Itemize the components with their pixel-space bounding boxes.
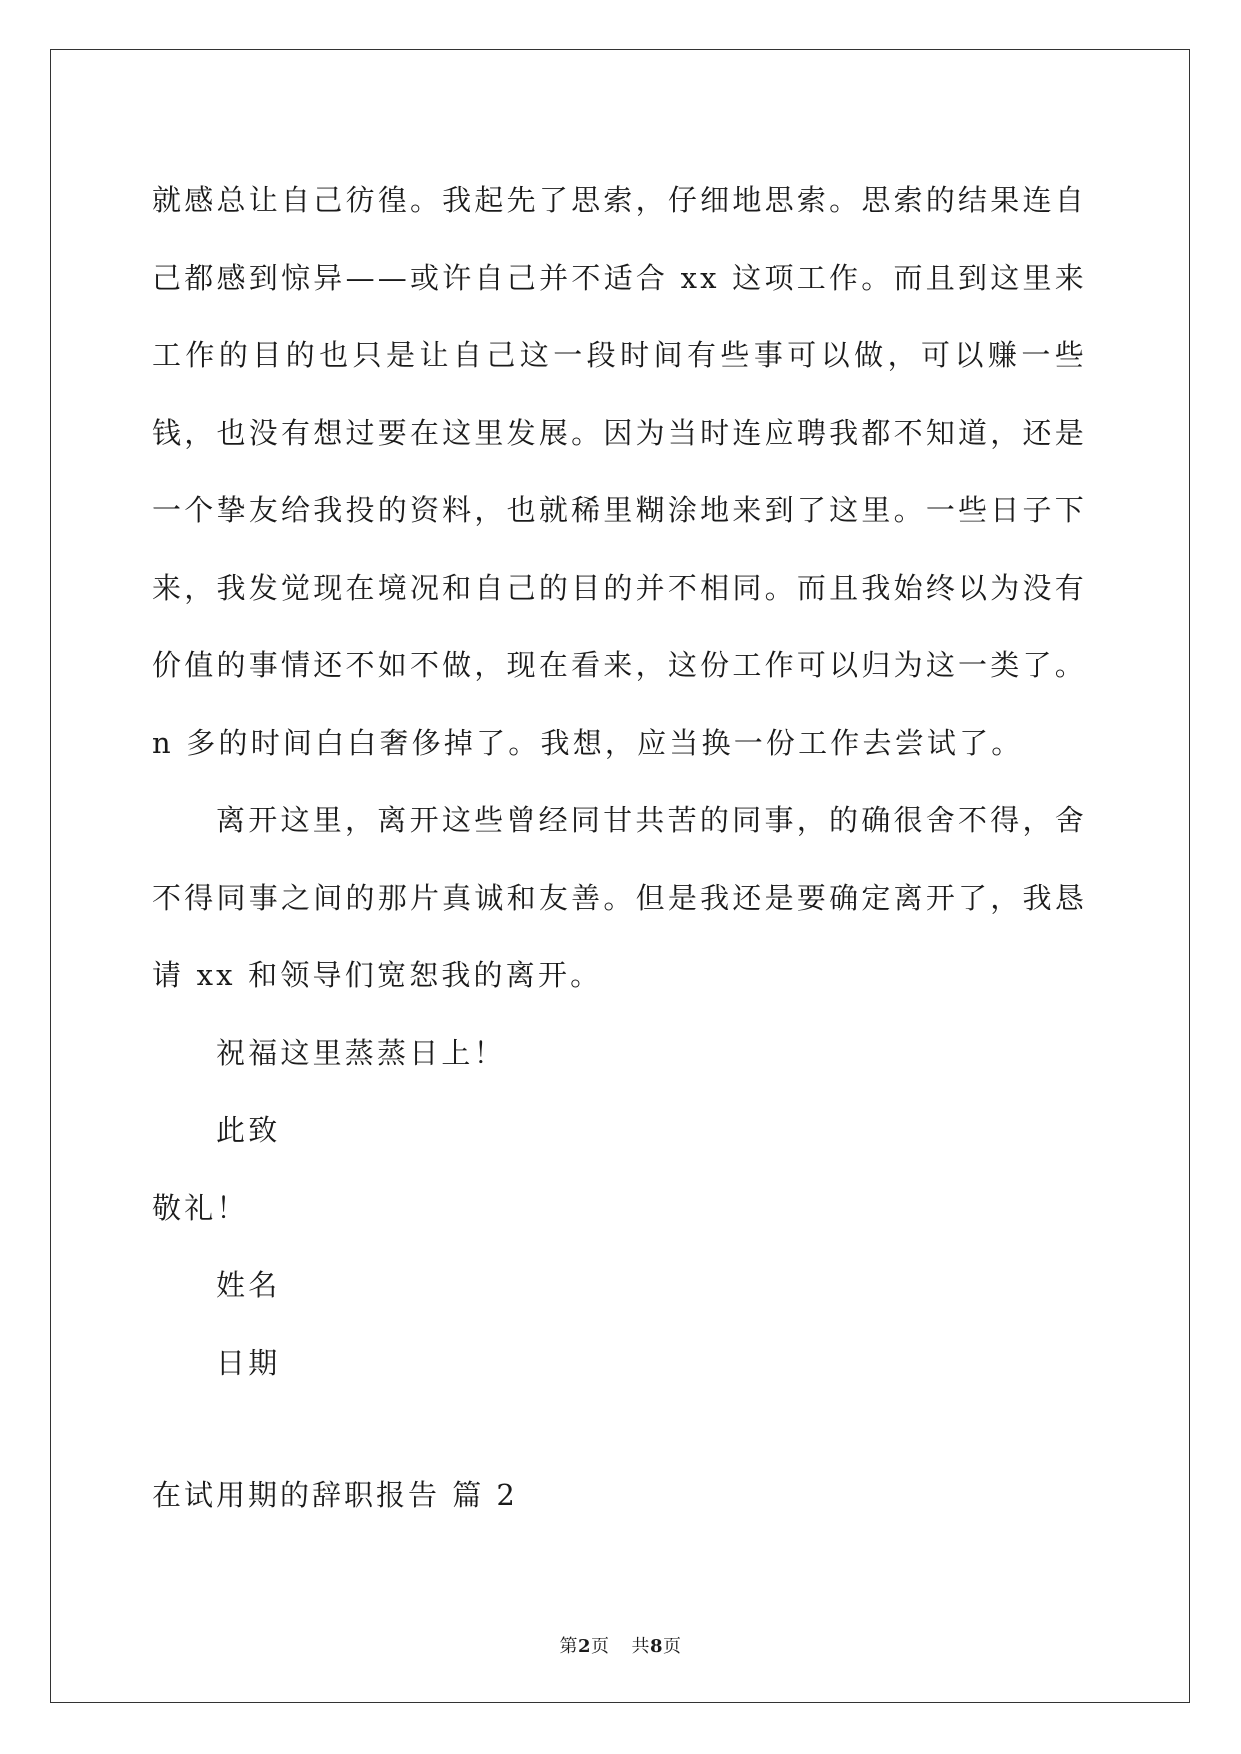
total-suffix: 页 <box>663 1636 682 1657</box>
salutation-cizhi: 此致 <box>216 1113 281 1147</box>
document-body <box>152 162 1087 1402</box>
paragraph-2: 离开这里，离开这些曾经同甘共苦的同事，的确很舍不得，舍不得同事之间的那片真诚和友善。但是我还是要确定离开了，我恳请 xx 和领导们宽恕我的离开。 <box>152 803 1087 992</box>
page-prefix: 第 <box>559 1636 578 1657</box>
name-label: 姓名 <box>216 1268 281 1302</box>
page-footer <box>0 1635 1241 1659</box>
total-prefix: 共 <box>631 1636 650 1657</box>
salutation-jingli: 敬礼！ <box>152 1190 249 1225</box>
paragraph-1: 就感总让自己彷徨。我起先了思索，仔细地思索。思索的结果连自己都感到惊异——或许自己并不适合 xx 这项工作。而且到这里来工作的目的也只是让自己这一段时间有些事可以做，可以赚一些钱，也没有想过要在这里发展。因为当时连应聘我都不知道，还是一个挚友给我投的资料，也就稀里糊涂地来到了这里。一些日子下来，我发觉现在境况和自己的目的并不相同。而且我始终以为没有价值的事情还不如不做，现在看来，这份工作可以归为这一类了。n 多的时间白白奢侈掉了。我想，应当换一份工作去尝试了。 <box>152 183 1087 760</box>
next-section-title: 在试用期的辞职报告 篇 2 <box>152 1478 518 1512</box>
date-label: 日期 <box>216 1345 281 1380</box>
total-pages-number: 8 <box>650 1636 664 1657</box>
closing-wish: 祝福这里蒸蒸日上！ <box>216 1035 506 1070</box>
current-page-number: 2 <box>577 1636 591 1657</box>
page-suffix: 页 <box>591 1636 610 1657</box>
